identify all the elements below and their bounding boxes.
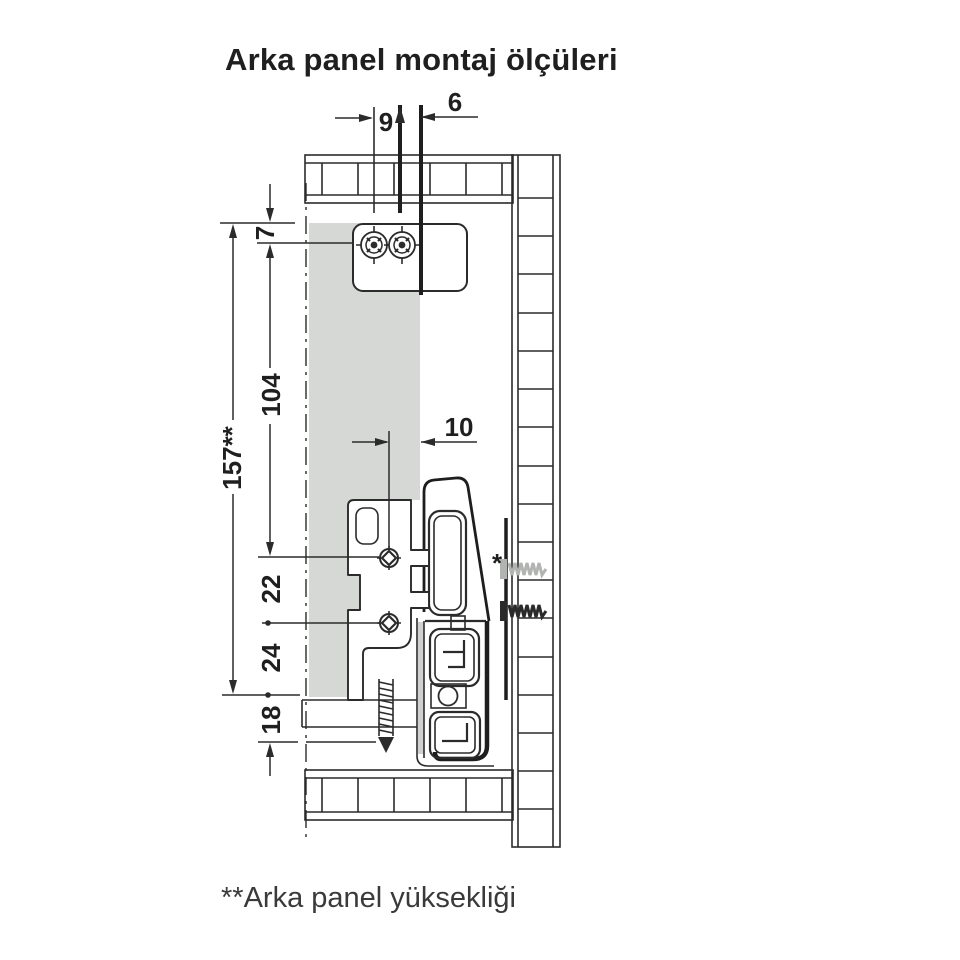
top-mounting-bracket (353, 224, 467, 291)
cabinet-back-panel (512, 155, 560, 847)
page-title: Arka panel montaj ölçüleri (225, 42, 618, 77)
dim-22 (256, 575, 286, 626)
drawer-slide-profile (417, 478, 506, 766)
dim-24 (256, 643, 286, 698)
footnote: **Arka panel yüksekliği (221, 882, 516, 914)
dim-24-label: 24 (256, 643, 286, 673)
cabinet-bottom-panel (305, 770, 513, 820)
dim-6 (421, 87, 478, 121)
dim-6-label: 6 (447, 87, 463, 117)
dim-18 (256, 706, 286, 776)
dim-9 (335, 107, 393, 137)
dim-7 (250, 184, 280, 240)
dim-10-label: 10 (444, 412, 474, 442)
dim-104 (256, 244, 286, 556)
drawer-bottom-panel (302, 700, 417, 742)
screw-note-marker: * (491, 548, 503, 578)
dim-22-label: 22 (256, 574, 286, 604)
dim-7-label: 7 (250, 225, 280, 241)
cabinet-top-panel (305, 155, 513, 203)
dim-104-label: 104 (256, 373, 286, 417)
drawer-rear-panel (309, 223, 424, 754)
dim-157-label: 157** (217, 426, 247, 490)
dim-18-label: 18 (256, 705, 286, 735)
system-screw-light (500, 559, 546, 579)
dim-9-label: 9 (378, 107, 394, 137)
roller (439, 687, 458, 706)
rear-fixing-screw (378, 679, 394, 753)
dim-157 (217, 224, 247, 694)
